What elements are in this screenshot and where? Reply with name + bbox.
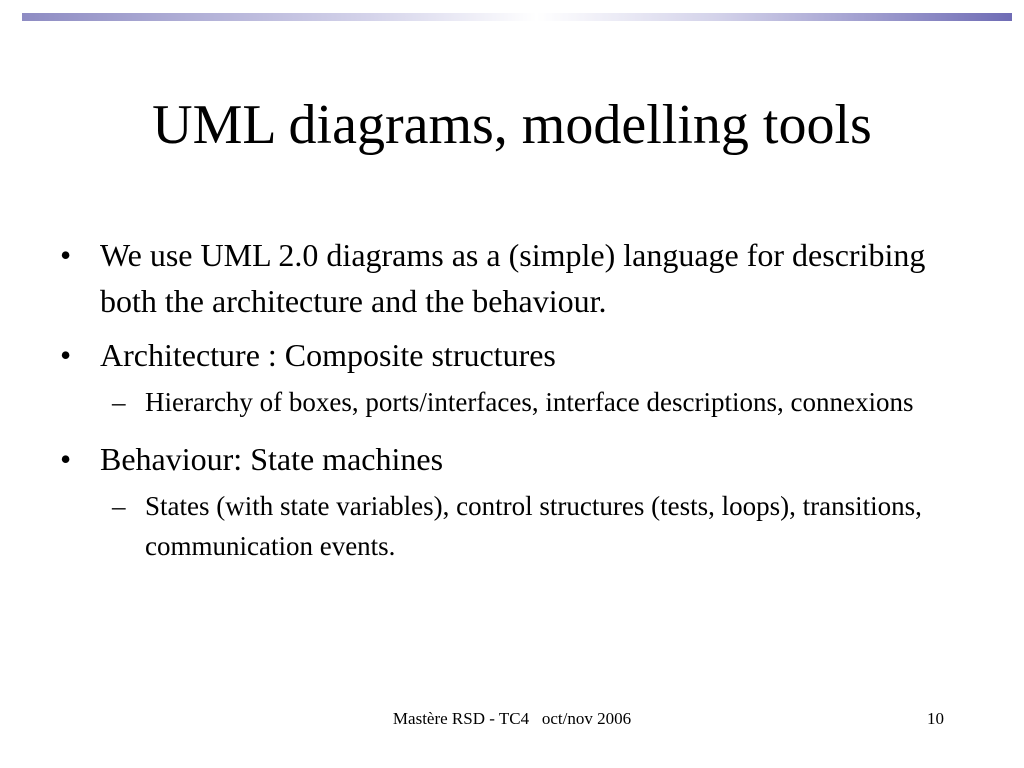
bullet-icon: • [60,441,72,477]
bullet-item [60,332,990,378]
bullet-text: We use UML 2.0 diagrams as a (simple) language for describing both the architecture and the behaviour. [100,237,926,319]
sub-bullet-text: Hierarchy of boxes, ports/interfaces, interface descriptions, connexions [145,387,914,417]
page-number: 10 [927,709,944,728]
sub-bullet-text: States (with state variables), control structures (tests, loops), transitions, communication events. [145,491,922,561]
bullet-item [60,232,990,324]
bullet-text: Behaviour: State machines [100,441,444,477]
slide-body [60,232,990,580]
bullet-icon: • [60,237,72,273]
top-accent-bar [22,13,1012,21]
dash-icon: – [112,491,126,521]
sub-bullet-item [112,486,990,566]
sub-bullet-item [112,382,990,422]
bullet-text: Architecture : Composite structures [100,337,556,373]
bullet-icon: • [60,337,72,373]
slide-title: UML diagrams, modelling tools [152,94,872,156]
bullet-item [60,436,990,482]
dash-icon: – [112,387,126,417]
footer-course-date: Mastère RSD - TC4 oct/nov 2006 [392,709,632,728]
